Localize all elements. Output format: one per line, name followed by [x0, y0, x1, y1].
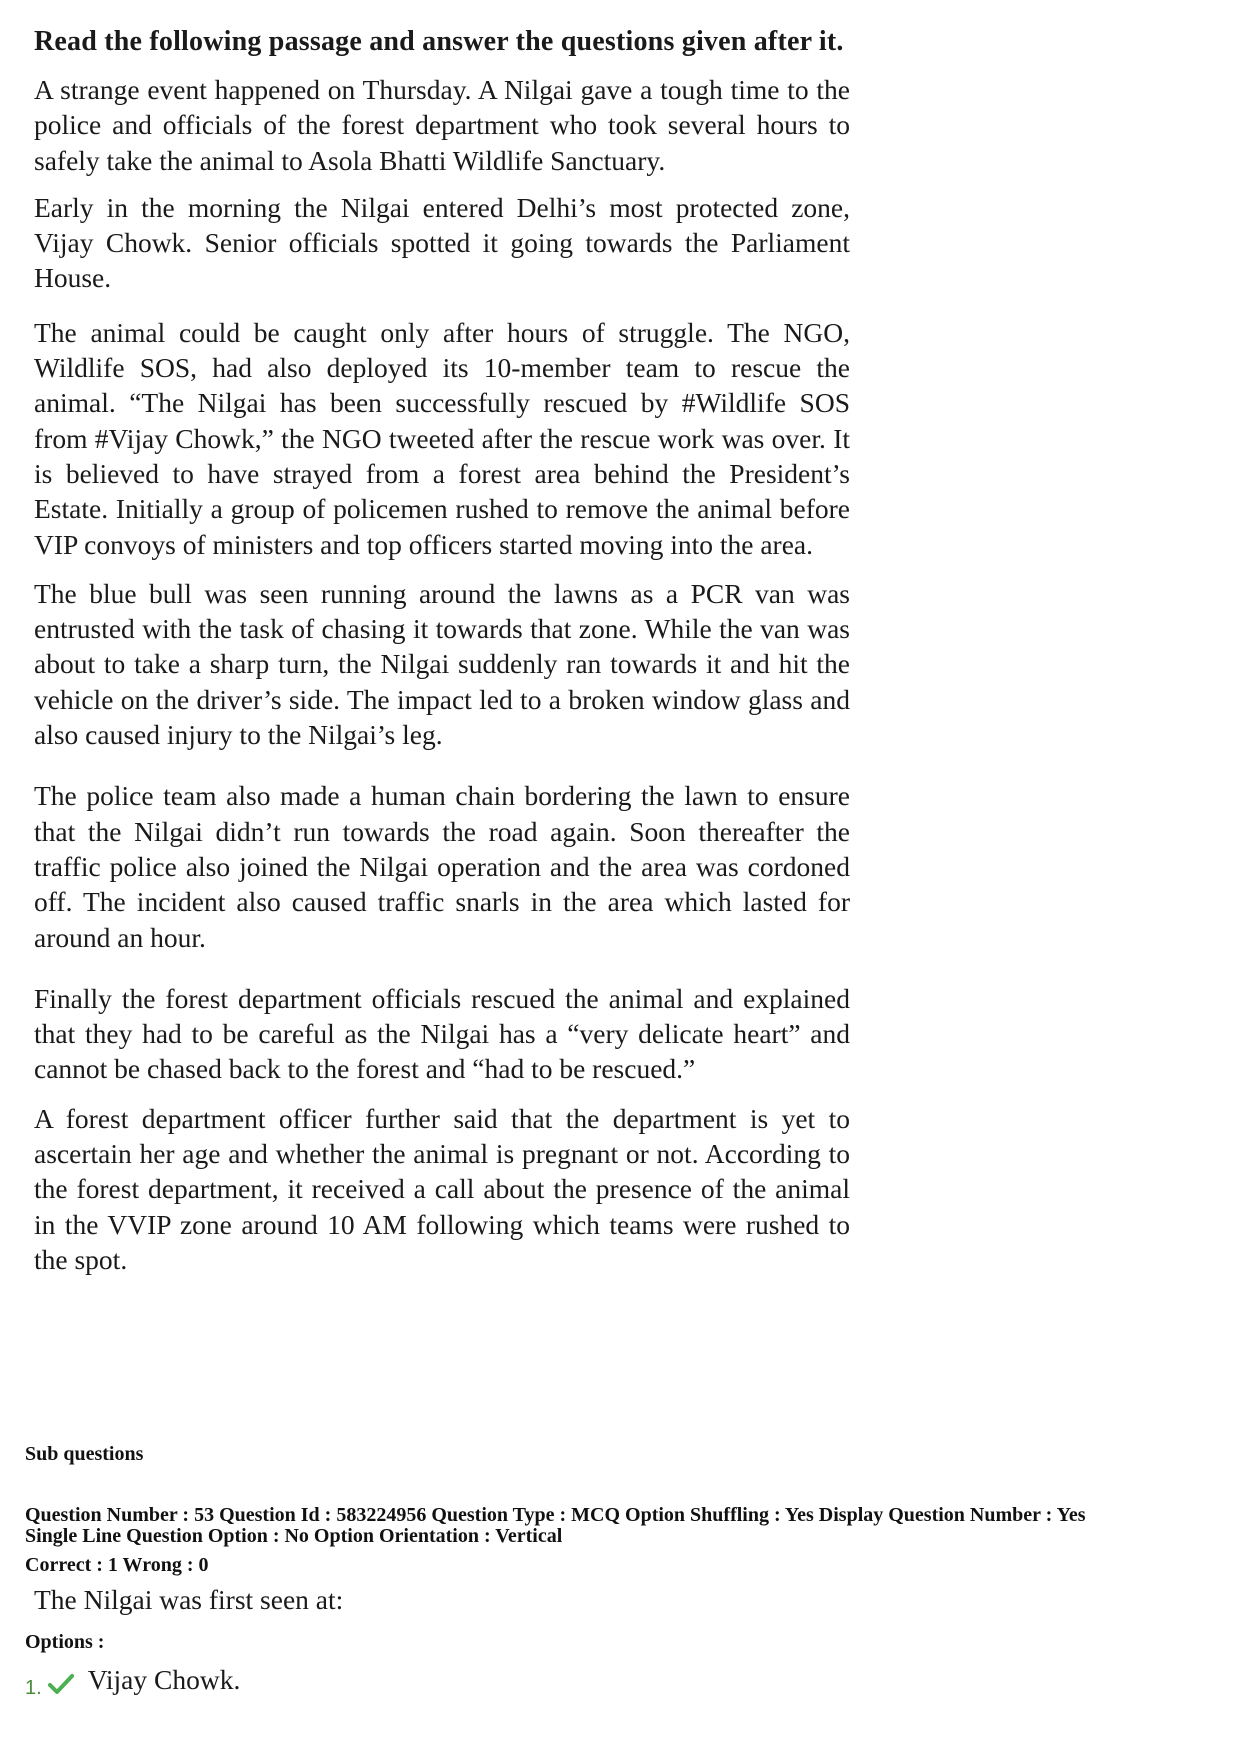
passage-paragraph: Early in the morning the Nilgai entered Delhi’s most protected zone, Vijay Chowk. Senior officials spotted it going towards the Parliament House. — [34, 191, 850, 294]
passage-paragraph: Finally the forest department officials rescued the animal and explained that they had to be careful as the Nilgai has a “very delicate heart” and cannot be chased back to the forest and “had to be rescued.” — [34, 982, 850, 1085]
question-meta-options: Single Line Question Option : No Option Orientation : Vertical — [25, 1525, 563, 1547]
passage — [34, 22, 850, 1277]
passage-heading: Read the following passage and answer the questions given after it. — [34, 26, 844, 57]
passage-paragraph: A forest department officer further said that the department is yet to ascertain her age and whether the animal is pregnant or not. According to the forest department, it received a call about the presence of the animal in the VVIP zone around 10 AM following which teams were rushed to the spot. — [34, 1102, 850, 1275]
question-marks: Correct : 1 Wrong : 0 — [25, 1554, 209, 1576]
option-1[interactable] — [25, 1660, 240, 1700]
question-meta: Question Number : 53 Question Id : 583224956 Question Type : MCQ Option Shuffling : Yes Display Question Number : Yes — [25, 1504, 1086, 1526]
passage-paragraph: The blue bull was seen running around the lawns as a PCR van was entrusted with the task of chasing it towards that zone. While the van was about to take a sharp turn, the Nilgai suddenly ran towards it and hit the vehicle on the driver’s side. The impact led to a broken window glass and also caused injury to the Nilgai’s leg. — [34, 577, 850, 751]
passage-paragraph: A strange event happened on Thursday. A Nilgai gave a tough time to the police and officials of the forest department who took several hours to safely take the animal to Asola Bhatti Wildlife Sanctuary. — [34, 74, 850, 176]
option-number: 1. — [25, 1676, 42, 1699]
passage-paragraph: The animal could be caught only after hours of struggle. The NGO, Wildlife SOS, had also deployed its 10-member team to rescue the animal. “The Nilgai has been successfully rescued by #Wildlife SOS from #Vijay Chowk,” the NGO tweeted after the rescue work was over. It is believed to have strayed from a forest area behind the President’s Estate. Initially a group of policemen rushed to remove the animal before VIP convoys of ministers and top officers started moving into the area. — [34, 316, 850, 560]
sub-questions-label: Sub questions — [25, 1443, 144, 1465]
passage-paragraph: The police team also made a human chain bordering the lawn to ensure that the Nilgai didn’t run towards the road again. Soon thereafter the traffic police also joined the Nilgai operation and the area was cordoned off. The incident also caused traffic snarls in the area which lasted for around an hour. — [34, 780, 850, 953]
check-icon — [48, 1673, 74, 1695]
question-text: The Nilgai was first seen at: — [34, 1584, 344, 1615]
options-label: Options : — [25, 1631, 105, 1653]
option-text: Vijay Chowk. — [87, 1664, 241, 1695]
